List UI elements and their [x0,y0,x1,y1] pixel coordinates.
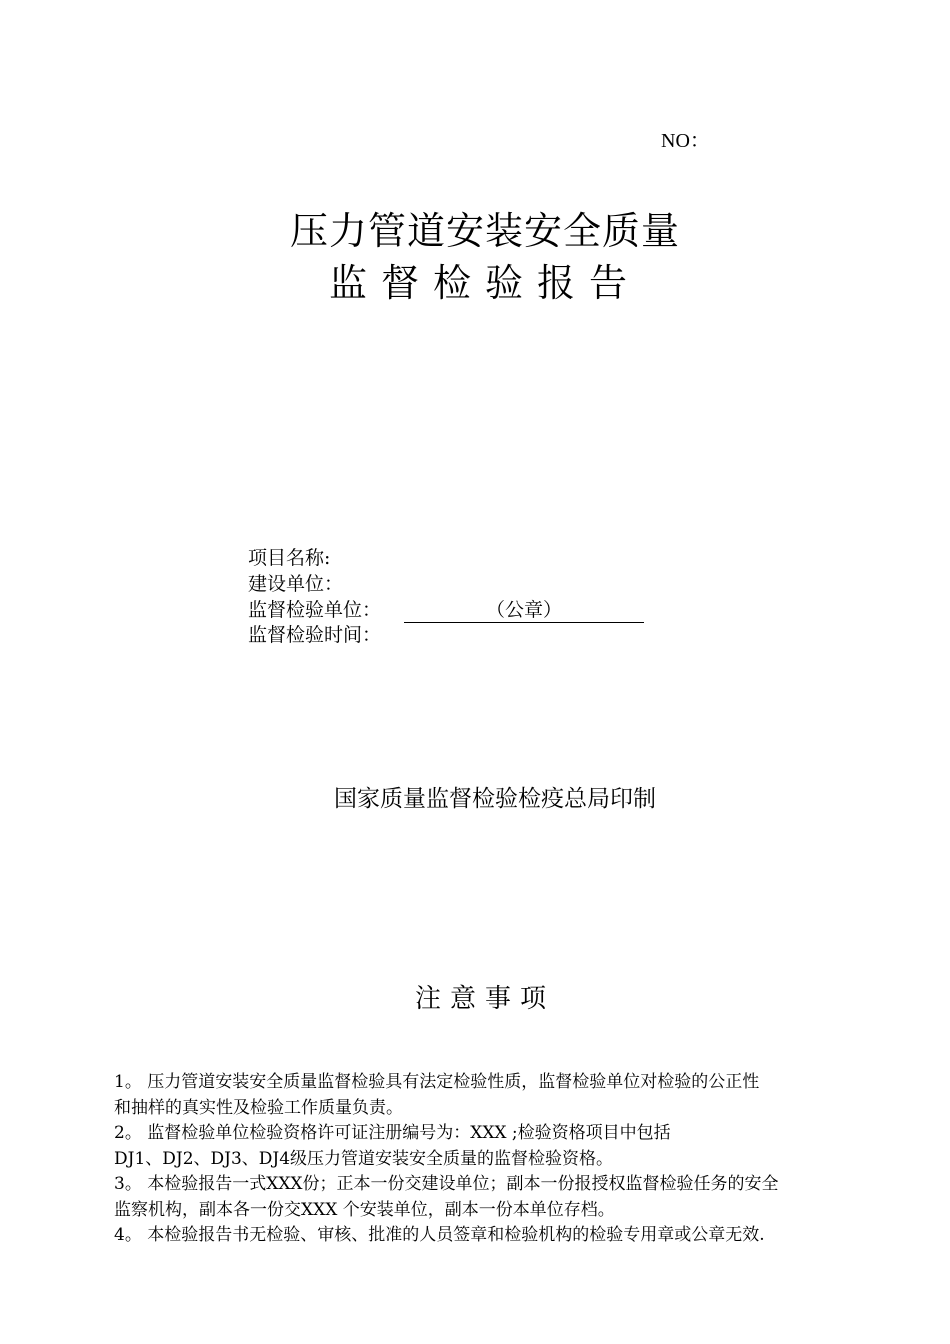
report-title-line1: 压力管道安装安全质量 [289,209,680,253]
inspection-time-label: 监督检验时间： [248,624,382,646]
notice-line: 2。 监督检验单位检验资格许可证注册编号为：XXX ;检验资格项目中包括 [114,1123,671,1143]
construction-unit-label: 建设单位： [248,573,344,595]
notice-line: 4。 本检验报告书无检验、审核、批准的人员签章和检验机构的检验专用章或公章无效. [114,1225,765,1245]
inspection-unit-seal-line [404,598,644,623]
notice-line: DJ1、DJ2、DJ3、DJ4级压力管道安装安全质量的监督检验资格。 [114,1148,614,1169]
notice-line: 1。 压力管道安装安全质量监督检验具有法定检验性质，监督检验单位对检验的公正性 [114,1072,760,1092]
project-name-label: 项目名称: [248,547,331,569]
notice-line: 3。 本检验报告一式XXX份；正本一份交建设单位；副本一份报授权监督检验任务的安全 [114,1174,779,1194]
official-seal-placeholder: （公章） [485,599,562,621]
notice-heading: 注意事项 [414,984,555,1014]
notice-line: 监察机构，副本各一份交XXX 个安装单位，副本一份本单位存档。 [114,1199,615,1220]
report-number-label: NO： [661,130,710,152]
report-title-line2: 监督检验报告 [328,261,641,305]
notice-list [114,1070,874,1249]
publisher-line: 国家质量监督检验检疫总局印制 [334,786,656,812]
notice-line: 和抽样的真实性及检验工作质量负责。 [114,1097,403,1118]
inspection-unit-label: 监督检验单位： [248,599,382,621]
